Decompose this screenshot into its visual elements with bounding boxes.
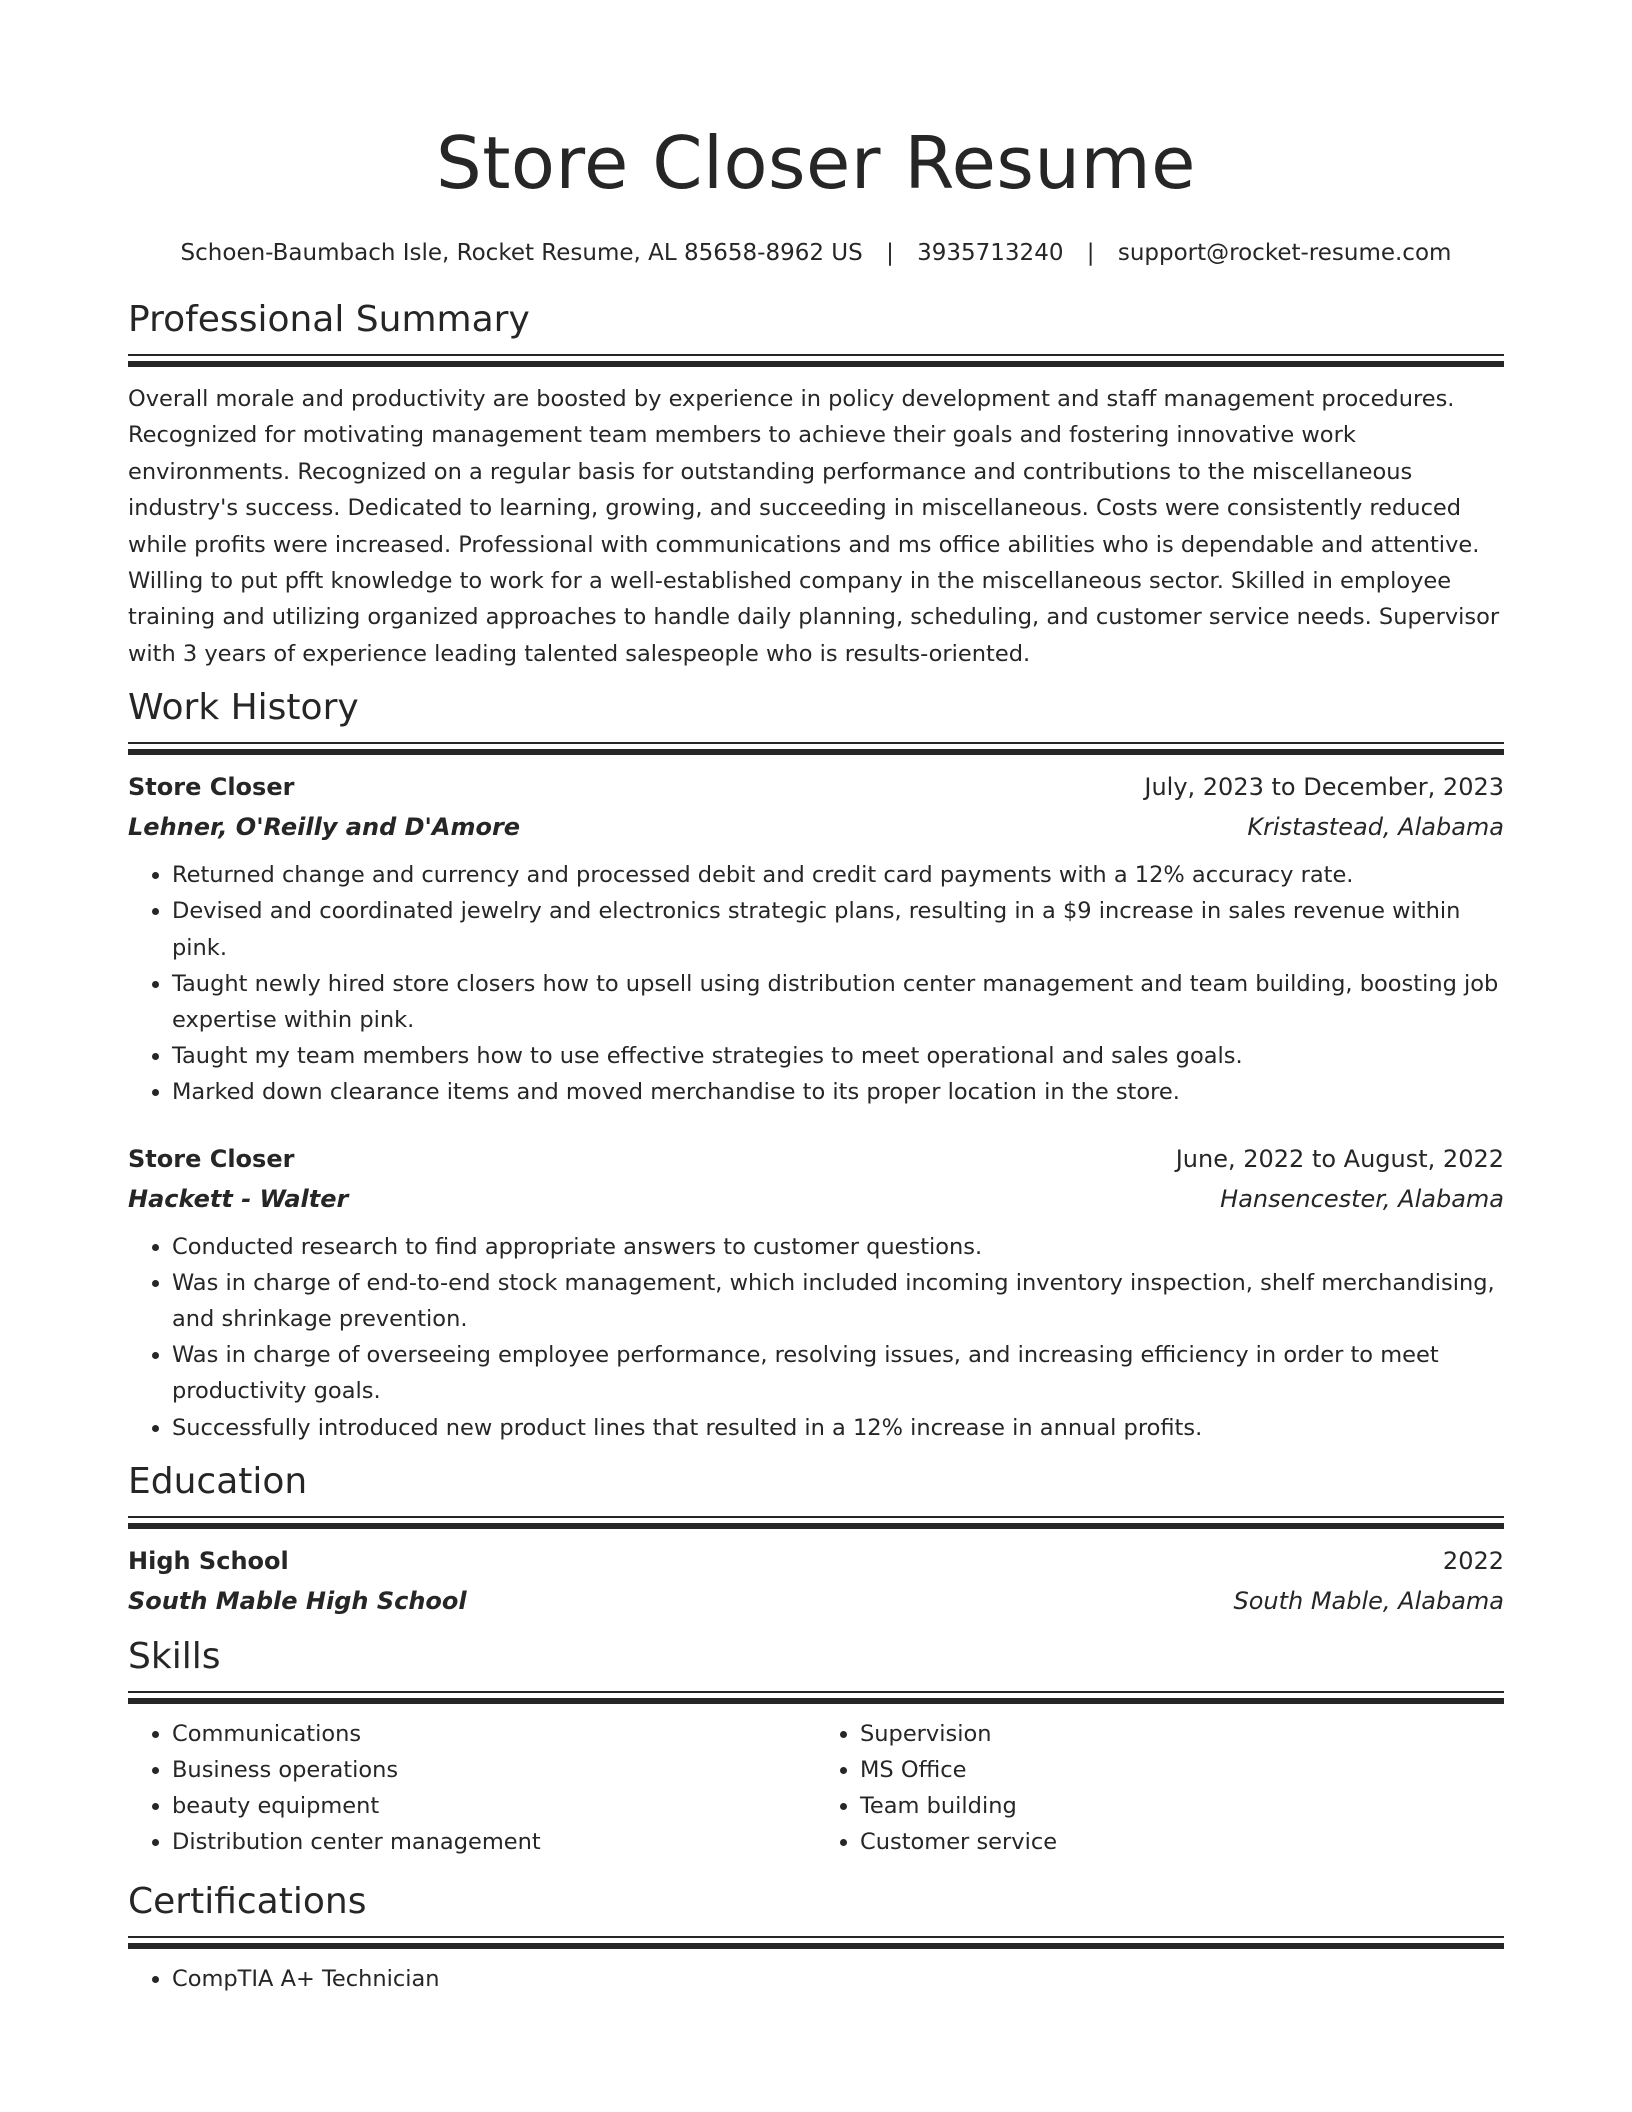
section-divider xyxy=(128,1936,1504,1949)
skills-grid xyxy=(128,1716,1504,1860)
skill-item: • Supervision xyxy=(860,1716,1504,1752)
education-school: South Mable High School xyxy=(128,1586,467,1615)
list-item: • Taught my team members how to use effective strategies to meet operational and sales goals. xyxy=(172,1038,1504,1074)
contact-line xyxy=(128,238,1504,268)
job-entry xyxy=(128,1139,1504,1446)
summary-section xyxy=(128,298,1504,672)
certification-item: • CompTIA A+ Technician xyxy=(172,1961,1504,1997)
job-title: Store Closer xyxy=(128,1144,295,1173)
summary-heading: Professional Summary xyxy=(128,299,530,340)
skill-item: • beauty equipment xyxy=(172,1788,816,1824)
job-location: Kristastead, Alabama xyxy=(1247,813,1504,842)
skill-item: • Communications xyxy=(172,1716,816,1752)
education-school-row xyxy=(128,1581,1504,1621)
skill-item: • Team building xyxy=(860,1788,1504,1824)
certifications-list xyxy=(128,1961,1504,1997)
list-item: • Conducted research to find appropriate answers to customer questions. xyxy=(172,1229,1504,1265)
list-item: • Was in charge of overseeing employee performance, resolving issues, and increasing efficiency in order to meet productivity goals. xyxy=(172,1337,1504,1409)
education-location: South Mable, Alabama xyxy=(1233,1586,1504,1615)
list-item: • Was in charge of end-to-end stock management, which included incoming inventory inspection, shelf merchandising, and shrinkage prevention. xyxy=(172,1265,1504,1337)
job-bullets xyxy=(128,857,1504,1110)
section-divider xyxy=(128,1516,1504,1529)
contact-phone: 3935713240 xyxy=(917,240,1064,266)
skill-item: • Distribution center management xyxy=(172,1824,816,1860)
job-company: Lehner, O'Reilly and D'Amore xyxy=(128,813,521,842)
job-entry xyxy=(128,767,1504,1110)
list-item: • Marked down clearance items and moved merchandise to its proper location in the store. xyxy=(172,1074,1504,1110)
summary-text: Overall morale and productivity are boosted by experience in policy development and staff management procedures. Recognized for motivating management team members to achieve their goals and fostering innovative work environments. Recognized on a regular basis for outstanding performance and contributions to the miscellaneous industry's success. Dedicated to learning, growing, and succeeding in miscellaneous. Costs were consistently reduced while profits were increased. Professional with communications and ms office abilities who is dependable and attentive. Willing to put pfft knowledge to work for a well-established company in the miscellaneous sector. Skilled in employee training and utilizing organized approaches to handle daily planning, scheduling, and customer service needs. Supervisor with 3 years of experience leading talented salespeople who is results-oriented. xyxy=(128,386,1500,667)
skill-item: • Customer service xyxy=(860,1824,1504,1860)
skill-item: • Business operations xyxy=(172,1752,816,1788)
section-divider xyxy=(128,1691,1504,1704)
section-divider xyxy=(128,354,1504,367)
work-history-section xyxy=(128,686,1504,1446)
certifications-heading: Certifications xyxy=(128,1880,367,1922)
contact-address: Schoen-Baumbach Isle, Rocket Resume, AL 85658-8962 US xyxy=(180,240,863,266)
education-section xyxy=(128,1460,1504,1621)
list-item: • Taught newly hired store closers how to upsell using distribution center management and team building, boosting job expertise within pink. xyxy=(172,966,1504,1038)
skills-list-left xyxy=(128,1716,816,1860)
list-item: • Successfully introduced new product lines that resulted in a 12% increase in annual profits. xyxy=(172,1410,1504,1446)
job-bullets xyxy=(128,1229,1504,1446)
job-title: Store Closer xyxy=(128,773,295,802)
resume-title: Store Closer Resume xyxy=(436,121,1196,205)
skills-heading: Skills xyxy=(128,1635,221,1677)
list-item: • Devised and coordinated jewelry and electronics strategic plans, resulting in a $9 increase in sales revenue within pink. xyxy=(172,893,1504,965)
skill-item: • MS Office xyxy=(860,1752,1504,1788)
contact-separator: | xyxy=(1086,240,1095,266)
skills-section xyxy=(128,1635,1504,1860)
section-divider xyxy=(128,742,1504,755)
job-dates: July, 2023 to December, 2023 xyxy=(1144,773,1504,802)
job-dates: June, 2022 to August, 2022 xyxy=(1175,1144,1504,1173)
job-company-row xyxy=(128,807,1504,847)
job-header-row xyxy=(128,1139,1504,1179)
education-year: 2022 xyxy=(1442,1546,1504,1575)
job-company: Hackett - Walter xyxy=(128,1184,349,1213)
education-entry xyxy=(128,1541,1504,1621)
work-history-heading: Work History xyxy=(128,687,359,729)
job-location: Hansencester, Alabama xyxy=(1220,1184,1504,1213)
education-heading: Education xyxy=(128,1460,308,1502)
job-company-row xyxy=(128,1179,1504,1219)
job-header-row xyxy=(128,767,1504,807)
list-item: • Returned change and currency and processed debit and credit card payments with a 12% accuracy rate. xyxy=(172,857,1504,893)
education-header-row xyxy=(128,1541,1504,1581)
contact-separator: | xyxy=(886,240,894,266)
contact-email[interactable]: support@rocket-resume.com xyxy=(1117,240,1452,266)
education-degree: High School xyxy=(128,1546,289,1575)
certifications-section xyxy=(128,1880,1504,1997)
skills-list-right xyxy=(816,1716,1504,1860)
